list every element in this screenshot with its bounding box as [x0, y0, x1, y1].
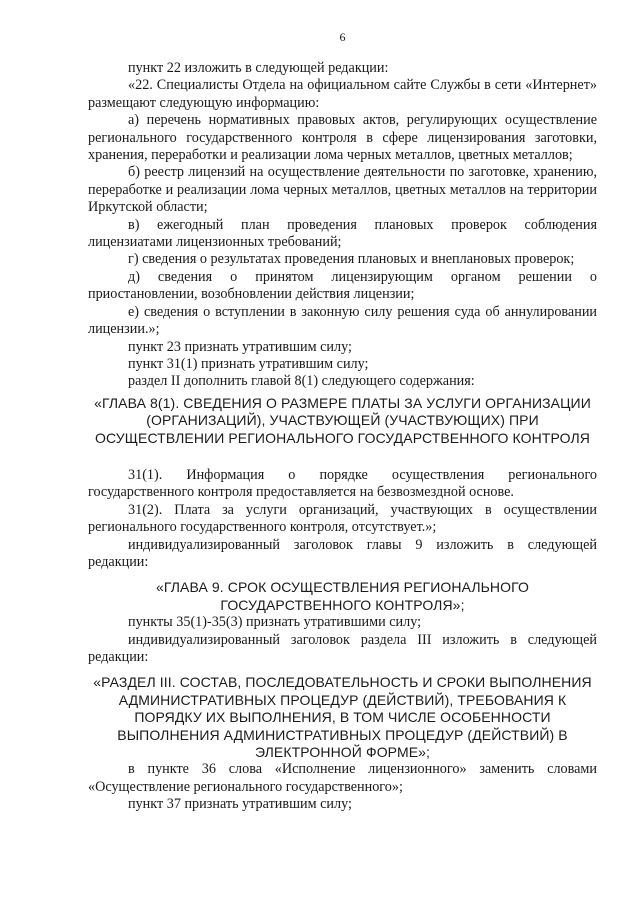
list-item-v: в) ежегодный план проведения плановых проверок соблюдения лицензиатами лицензионных требований; — [88, 216, 597, 251]
amendment-section-2: раздел II дополнить главой 8(1) следующего содержания: — [128, 373, 475, 390]
list-item-d: д) сведения о принятом лицензирующим органом решении о приостановлении, возобновлении действия лицензии; — [88, 268, 597, 303]
amendment-item-22: пункт 22 изложить в следующей редакции: — [128, 60, 389, 76]
list-item-g: г) сведения о результатах проведения плановых и внеплановых проверок; — [128, 251, 575, 268]
amendment-item-36: в пункте 36 слова «Исполнение лицензионного» заменить словами «Осуществление регионального государственного»; — [88, 761, 597, 795]
amendment-item-37: пункт 37 признать утратившим силу; — [128, 796, 352, 813]
amendment-items-35: пункты 35(1)-35(3) признать утратившими силу; — [128, 614, 422, 631]
paragraph-31-1: 31(1). Информация о порядке осуществления регионального государственного контроля предоставляется на безвозмездной основе. — [88, 466, 597, 501]
chapter-9-heading: «ГЛАВА 9. СРОК ОСУЩЕСТВЛЕНИЯ РЕГИОНАЛЬНОГО ГОСУДАРСТВЕННОГО КОНТРОЛЯ»; — [155, 579, 530, 613]
chapter-8-1-heading: «ГЛАВА 8(1). СВЕДЕНИЯ О РАЗМЕРЕ ПЛАТЫ ЗА УСЛУГИ ОРГАНИЗАЦИИ (ОРГАНИЗАЦИЙ), УЧАСТВУЮЩЕЙ (УЧАСТВУЮЩИХ) ПРИ ОСУЩЕСТВЛЕНИИ РЕГИОНАЛЬНОГО ГОСУДАРСТВЕННОГО КОНТРОЛЯ — [94, 394, 591, 446]
section-3-heading: «РАЗДЕЛ III. СОСТАВ, ПОСЛЕДОВАТЕЛЬНОСТЬ И СРОКИ ВЫПОЛНЕНИЯ АДМИНИСТРАТИВНЫХ ПРОЦЕДУР (ДЕЙСТВИЙ), ТРЕБОВАНИЯ К ПОРЯДКУ ИХ ВЫПОЛНЕНИЯ, В ТОМ ЧИСЛЕ ОСОБЕННОСТИ ВЫПОЛНЕНИЯ АДМИНИСТРАТИВНЫХ ПРОЦЕДУР (ДЕЙСТВИЙ) В ЭЛЕКТРОННОЙ ФОРМЕ»; — [93, 674, 592, 761]
paragraph-31-2: 31(2). Плата за услуги организаций, участвующих в осуществлении регионального государственного контроля, отсутствует.»; — [88, 501, 597, 536]
list-item-e: е) сведения о вступлении в законную силу решения суда об аннулировании лицензии.»; — [88, 303, 597, 338]
amendment-item-31-1: пункт 31(1) признать утратившим силу; — [128, 355, 369, 372]
list-item-a: а) перечень нормативных правовых актов, регулирующих осуществление регионального государственного контроля в сфере лицензирования заготовки, хранения, переработки и реализации лома черных металлов, цветных металлов; — [88, 112, 597, 164]
list-item-b: б) реестр лицензий на осуществление деятельности по заготовке, хранению, переработке и реализации лома черных металлов, цветных металлов на территории Иркутской области; — [88, 164, 597, 216]
page-number: 6 — [339, 30, 346, 44]
amendment-chapter-9: индивидуализированный заголовок главы 9 изложить в следующей редакции: — [88, 536, 597, 570]
amendment-item-23: пункт 23 признать утратившим силу; — [128, 338, 352, 355]
paragraph-22-text: «22. Специалисты Отдела на официальном сайте Службы в сети «Интернет» размещают следующую информацию: — [88, 77, 597, 111]
amendment-section-3: индивидуализированный заголовок раздела III изложить в следующей редакции: — [88, 631, 597, 665]
